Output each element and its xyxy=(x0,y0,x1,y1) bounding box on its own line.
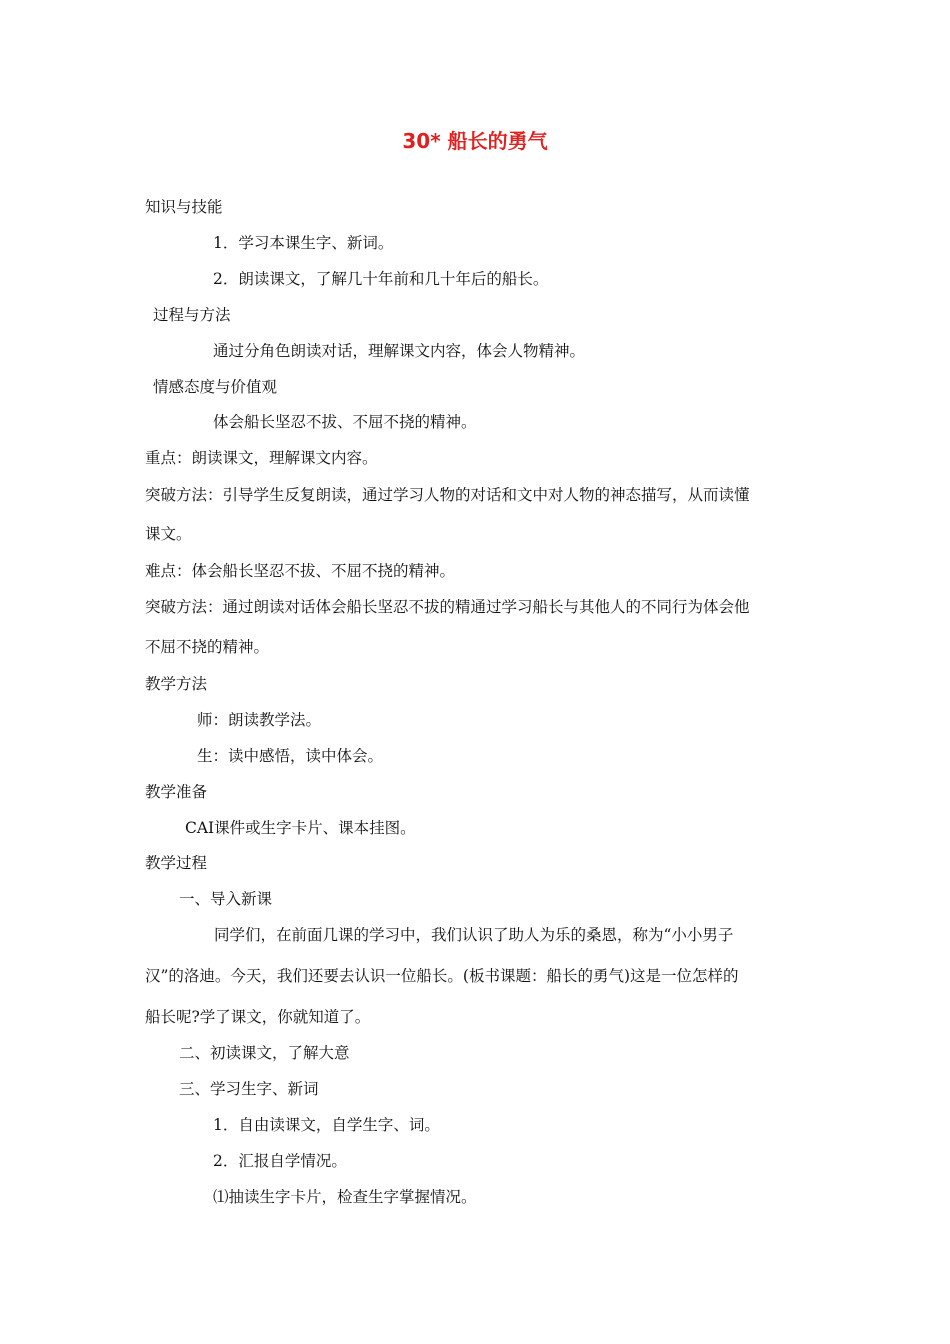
heading-emotion-values: 情感态度与价值观 xyxy=(153,378,278,396)
difficult-point: 难点：体会船长坚忍不拔、不屈不挠的精神。 xyxy=(145,562,456,580)
teacher-method: 师：朗读教学法。 xyxy=(197,711,322,729)
emotion-text: 体会船长坚忍不拔、不屈不挠的精神。 xyxy=(213,413,477,431)
heading-knowledge-skills: 知识与技能 xyxy=(145,198,223,216)
preparation-text: CAI课件或生字卡片、课本挂图。 xyxy=(185,819,416,837)
student-method: 生：读中感悟，读中体会。 xyxy=(197,747,384,765)
intro-paragraph-line-3: 船长呢?学了课文，你就知道了。 xyxy=(145,1008,371,1026)
breakthrough-method-1: 突破方法：引导学生反复朗读，通过学习人物的对话和文中对人物的神态描写，从而读懂 xyxy=(145,486,750,504)
key-point: 重点：朗读课文，理解课文内容。 xyxy=(145,449,378,467)
intro-paragraph-line-1: 同学们，在前面几课的学习中，我们认识了助人为乐的桑恩，称为“小小男子 xyxy=(214,926,734,944)
step-1: 1．自由读课文，自学生字、词。 xyxy=(213,1116,440,1134)
section-1-heading: 一、导入新课 xyxy=(179,890,273,908)
heading-preparation: 教学准备 xyxy=(145,783,208,801)
heading-teaching-method: 教学方法 xyxy=(145,675,208,693)
heading-process-method: 过程与方法 xyxy=(153,306,231,324)
intro-paragraph-line-2: 汉”的洛迪。今天，我们还要去认识一位船长。(板书课题：船长的勇气)这是一位怎样的 xyxy=(145,967,739,985)
goal-item-2: 2．朗读课文，了解几十年前和几十年后的船长。 xyxy=(213,270,549,288)
section-2-heading: 二、初读课文，了解大意 xyxy=(179,1044,350,1062)
breakthrough-method-2-cont: 不屈不挠的精神。 xyxy=(145,638,270,656)
section-3-heading: 三、学习生字、新词 xyxy=(179,1080,319,1098)
process-text: 通过分角色朗读对话，理解课文内容，体会人物精神。 xyxy=(213,342,586,360)
heading-teaching-process: 教学过程 xyxy=(145,854,208,872)
step-2-sub-1: ⑴抽读生字卡片，检查生字掌握情况。 xyxy=(213,1188,477,1206)
document-title: 30* 船长的勇气 xyxy=(402,129,548,153)
breakthrough-method-2: 突破方法：通过朗读对话体会船长坚忍不拔的精通过学习船长与其他人的不同行为体会他 xyxy=(145,598,750,616)
step-2: 2．汇报自学情况。 xyxy=(213,1152,347,1170)
goal-item-1: 1．学习本课生字、新词。 xyxy=(213,234,394,252)
breakthrough-method-1-cont: 课文。 xyxy=(145,525,192,543)
